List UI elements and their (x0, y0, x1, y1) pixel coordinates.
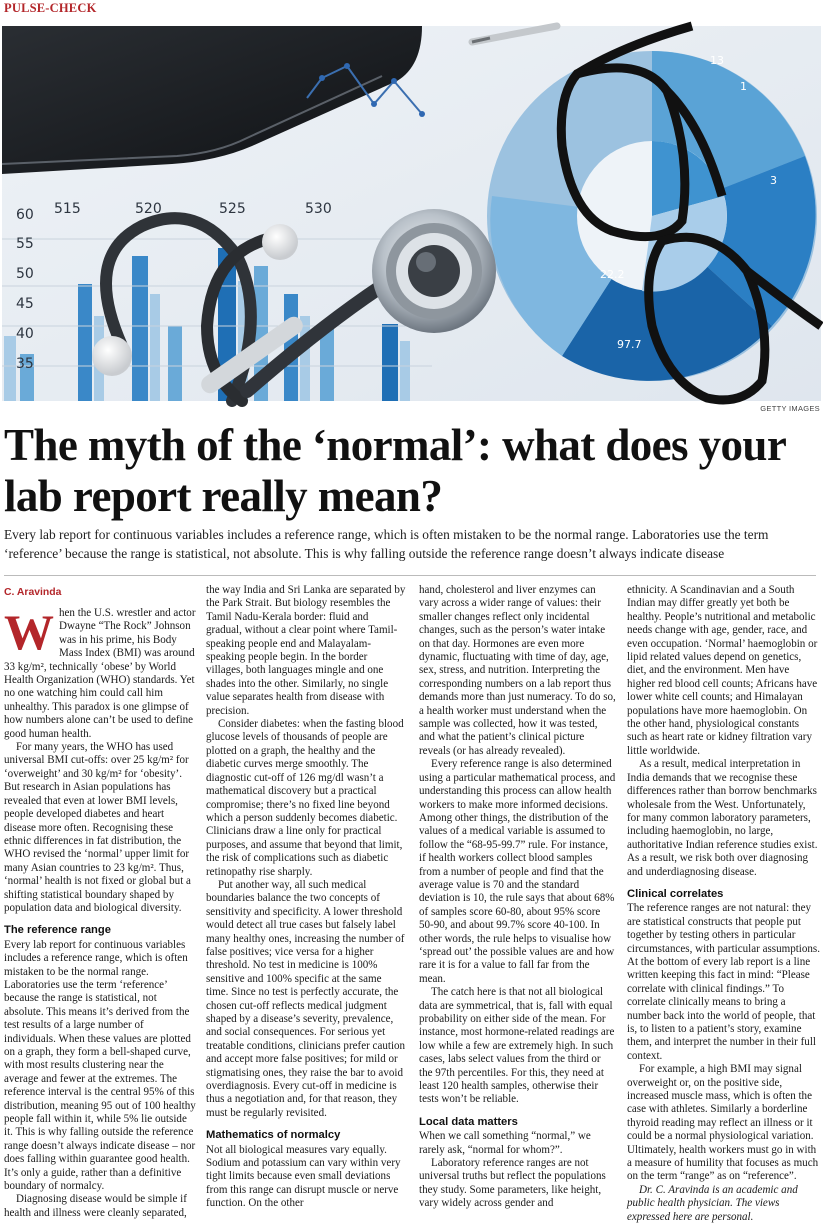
author-note: Dr. C. Aravinda is an academic and public health physician. The views expressed here are personal. (627, 1183, 798, 1223)
subheading-reference-range: The reference range (4, 924, 111, 937)
chart-number-45: 45 (16, 296, 34, 312)
subheading-clinical-correlates: Clinical correlates (627, 887, 724, 900)
headline: The myth of the ‘normal’: what does your lab report really mean? (4, 420, 786, 521)
pie-number-1: 1 (740, 80, 747, 93)
article-column-1 (4, 584, 198, 1219)
subheading-local-data-matters: Local data matters (419, 1115, 518, 1128)
chart-number-60: 60 (16, 207, 34, 223)
article-paragraph: the way India and Sri Lanka are separated by the Park Strait. But biology resembles the Tamil Nadu-Kerala border: fluid and gradual, without a clear point where Tamil-speaking people end and Malayalam-speaking people begin. In the border villages, both languages mingle and one shades into the other. Similarly, no single value separates health from disease with precision. (206, 584, 406, 717)
article-paragraph: The catch here is that not all biological data are symmetrical, that is, fall with equal probability on either side of the mean. For instance, most hormone-related readings are low while a few are extremely high. In such cases, labs select values from the third or the 97th percentiles. For this, they need at least 120 health samples, otherwise their tests won’t be reliable. (419, 986, 615, 1106)
divider (4, 575, 816, 576)
chart-number-520: 520 (135, 201, 162, 217)
standfirst: Every lab report for continuous variables includes a reference range, which is often mistaken to be the normal range. Laboratories use the term ‘reference’ because the range is statistical, not absolute. This is why falling outside the reference range doesn’t always indicate disease (4, 527, 769, 561)
subheading-mathematics-of-normalcy: Mathematics of normalcy (206, 1129, 341, 1142)
article-paragraph: Every lab report for continuous variables includes a reference range, which is often mistaken to be the normal range. Laboratories use the term ‘reference’ because the range is statistical, not absolute. This means it’s derived from the test results of a large number of individuals. When these values are plotted on a graph, they form a bell-shaped curve, with most results clustering near the average and fewer at the extremes. The reference interval is the central 95% of this distribution, meaning 95 out of 100 healthy people fall within it, while 5% lie outside it. This is why falling outside the reference range doesn’t always indicate disease – nor does falling within guarantee good health. It’s only a guide, rather than a definitive boundary of normalcy. (4, 938, 196, 1193)
article-paragraph: For example, a high BMI may signal overweight or, on the positive side, increased muscle mass, which is often the case with athletes. Similarly a borderline thyroid reading may reflect an illness or it could be a normal physiological variation. Ultimately, health workers must go in with a measure of humility that focuses as much on the term “range” as on “reference”. (627, 1063, 819, 1183)
chart-number-530: 530 (305, 201, 332, 217)
article-paragraph: As a result, medical interpretation in India demands that we recognise these differences rather than borrow benchmarks wholesale from the West. Unfortunately, for many common laboratory parameters, including haemoglobin, no large, authoritative Indian reference studies exist. As a result, we risk both over diagnosing and underdiagnosing disease. (627, 758, 818, 878)
chart-number-515: 515 (54, 201, 81, 217)
article-paragraph: When the U.S. wrestler and actor Dwayne “The Rock” Johnson was in his prime, his Body Mass Index (BMI) was around 33 kg/m², technically ‘obese’ by World Health Organization (WHO) standards. Yet no one watching him could call him unhealthy. This paradox is one glimpse of how numbers alone can’t be used to define good human health. (4, 604, 196, 740)
article-column-3 (419, 584, 616, 1210)
article-paragraph: The reference ranges are not natural: they are statistical constructs that people put together by testing others in particular circumstances, with particular assumptions. At the bottom of every lab report is a line written keeping this fact in mind: “Please correlate with clinical findings.” To correlate clinically means to bring a number back into the world of people, that is, to listen to a patient’s story, examine them, and interpret the number in their full context. (627, 902, 820, 1062)
pie-number-3: 3 (770, 174, 777, 187)
article-paragraph: Not all biological measures vary equally. Sodium and potassium can vary within very tight limits because even small deviations from this range can disrupt muscle or nerve function. On the other (206, 1143, 401, 1210)
chart-number-40: 40 (16, 326, 34, 342)
article-column-4 (627, 584, 820, 1223)
pie-number-22-2: 22.2 (600, 268, 625, 281)
chart-number-525: 525 (219, 201, 246, 217)
image-credit: GETTY IMAGES (760, 404, 820, 413)
chart-number-55: 55 (16, 236, 34, 252)
article-paragraph: Put another way, all such medical boundaries balance the two concepts of sensitivity and specificity. A lower threshold would detect all true cases but falsely label many healthy ones, increasing the number of false positives; vice versa for a higher threshold. No test in medicine is 100% sensitive and 100% specific at the same time. Since no test is perfectly accurate, the chosen cut-off reflects medical judgment shaped by a disease’s severity, prevalence, and social consequences. For serious yet treatable conditions, clinicians prefer caution and accept more false positives; for mild or stigmatising ones, they raise the bar to avoid overdiagnosis. Every cut-off in medicine is thus a negotiation and, for that reason, they must be regularly revisited. (206, 878, 406, 1119)
byline: C. Aravinda (4, 587, 62, 598)
drop-cap: W (4, 604, 54, 660)
article-paragraph: ethnicity. A Scandinavian and a South Indian may differ greatly yet both be healthy. People’s nutritional and metabolic needs change with age, gender, race, and even occupation. ‘Normal’ haemoglobin or lipid related values depend on genetics, diet, and the environment. Men have higher red blood cell counts; Africans have lower white cell counts; and Himalayan populations have more haemoglobin. On the other hand, physiological constants such as heart rate or kidney filtration vary little worldwide. (627, 584, 818, 757)
article-paragraph: hand, cholesterol and liver enzymes can vary across a wider range of values: their smaller changes reflect only incidental changes, such as the person’s water intake on that day. Hormones are even more dynamic, fluctuating with time of day, age, sex, stress, and nutrition. Interpreting the corresponding numbers on a lab report thus demands more than just numeracy. To do so, a health worker must understand when the sample was collected, how it was tested, and what the patient’s clinical picture reveals (or has already revealed). (419, 584, 616, 757)
article-paragraph: Every reference range is also determined using a particular mathematical process, and understanding this process can allow health workers to make more informed decisions. Among other things, the distribution of the values of a medical variable is assumed to follow the “68-95-99.7” rule. For instance, if health workers collect blood samples from a number of people and find that the average value is 70 and the standard deviation is 10, the rule says that about 68% of samples score 60-80, about 95% score 50-90, and about 99.7% score 40-100. In other words, the rule helps to visualise how ‘spread out’ the possible values are and how rare it is for a value to fall far from the mean. (419, 758, 616, 985)
section-label: PULSE-CHECK (4, 1, 97, 15)
article-paragraph: When we call something “normal,” we rarely ask, “normal for whom?”. (419, 1130, 591, 1156)
chart-number-35: 35 (16, 356, 34, 372)
chart-number-50: 50 (16, 266, 34, 282)
pie-number-13: 13 (710, 54, 724, 67)
article-paragraph: Laboratory reference ranges are not universal truths but reflect the populations they study. Some parameters, like height, vary widely across gender and (419, 1157, 606, 1210)
article-column-2 (206, 584, 406, 1210)
article-paragraph: Consider diabetes: when the fasting blood glucose levels of thousands of people are plotted on a graph, the healthy and the diabetic curves merge smoothly. The diagnostic cut-off of 126 mg/dl wasn’t a mathematical discovery but a practical compromise; there’s no fixed line beyond which a person suddenly becomes diabetic. Clinicians draw a line only for practical purposes, and assume that beyond that limit, the risk of complications such as diabetic retinopathy rise sharply. (206, 718, 404, 878)
pie-number-97-7: 97.7 (617, 338, 642, 351)
hero-photo (2, 26, 821, 401)
article-paragraph: Diagnosing disease would be simple if health and illness were cleanly separated, (4, 1193, 187, 1219)
article-paragraph: For many years, the WHO has used universal BMI cut-offs: over 25 kg/m² for ‘overweight’ and 30 kg/m² for ‘obesity’. But research in Asian populations has revealed that even at lower BMI levels, people developed diabetes and heart disease more often. Recognising these ethnic differences in fat distribution, the WHO revised the ‘normal’ upper limit for many Asian countries to 23 kg/m². Thus, ‘normal’ health is not fixed or global but a shifting statistical boundary shaped by population data and biological diversity. (4, 741, 191, 914)
